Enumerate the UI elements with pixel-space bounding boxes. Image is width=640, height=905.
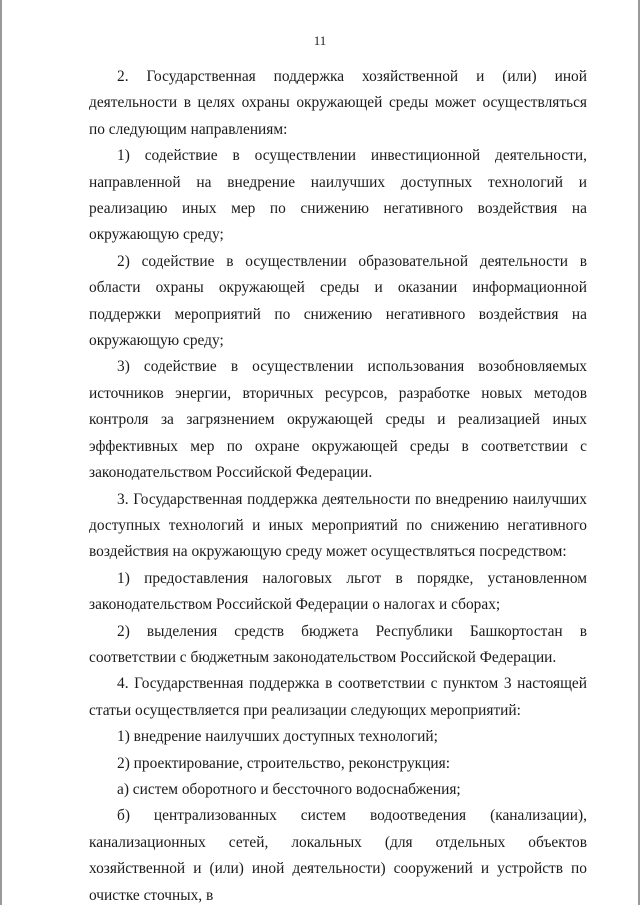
paragraph: а) систем оборотного и бессточного водоснабжения; bbox=[117, 780, 461, 798]
paragraph: 3. Государственная поддержка деятельности по внедрению наилучших доступных технологий и иных мероприятий по снижению негативного воздействия на окружающую среду может осуществляться посредством: bbox=[89, 490, 587, 561]
document-body bbox=[89, 64, 587, 905]
paragraph: 2) проектирование, строительство, реконструкция: bbox=[117, 754, 450, 772]
page-number: 11 bbox=[313, 33, 327, 48]
paragraph: 1) содействие в осуществлении инвестиционной деятельности, направленной на внедрение наилучших доступных технологий и реализацию иных мер по снижению негативного воздействия на окружающую среду; bbox=[89, 147, 587, 244]
paragraph: 2) содействие в осуществлении образовательной деятельности в области охраны окружающей среды и оказании информационной поддержки мероприятий по снижению негативного воздействия на окружающую среду; bbox=[89, 252, 587, 350]
paragraph: 2) выделения средств бюджета Республики Башкортостан в соответствии с бюджетным законодательством Российской Федерации. bbox=[89, 622, 587, 666]
paragraph: 1) предоставления налоговых льгот в порядке, установленном законодательством Российской Федерации о налогах и сборах; bbox=[89, 569, 587, 614]
paragraph: б) централизованных систем водоотведения (канализации), канализационных сетей, локальных (для отдельных объектов хозяйственной и (или) иной деятельности) сооружений и устройств по очистке сточных, в bbox=[89, 807, 587, 904]
paragraph: 3) содействие в осуществлении использования возобновляемых источников энергии, вторичных ресурсов, разработке новых методов контроля за загрязнением окружающей среды и реализацией иных эффективных мер по охране окружающей среды в соответствии с законодательством Российской Федерации. bbox=[89, 358, 587, 482]
paragraph: 2. Государственная поддержка хозяйственной и (или) иной деятельности в целях охраны окружающей среды может осуществляться по следующим направлениям: bbox=[89, 68, 587, 138]
page-left-edge bbox=[0, 0, 2, 905]
paragraph: 1) внедрение наилучших доступных технологий; bbox=[117, 728, 438, 746]
paragraph: 4. Государственная поддержка в соответствии с пунктом 3 настоящей статьи осуществляется при реализации следующих мероприятий: bbox=[89, 675, 587, 719]
